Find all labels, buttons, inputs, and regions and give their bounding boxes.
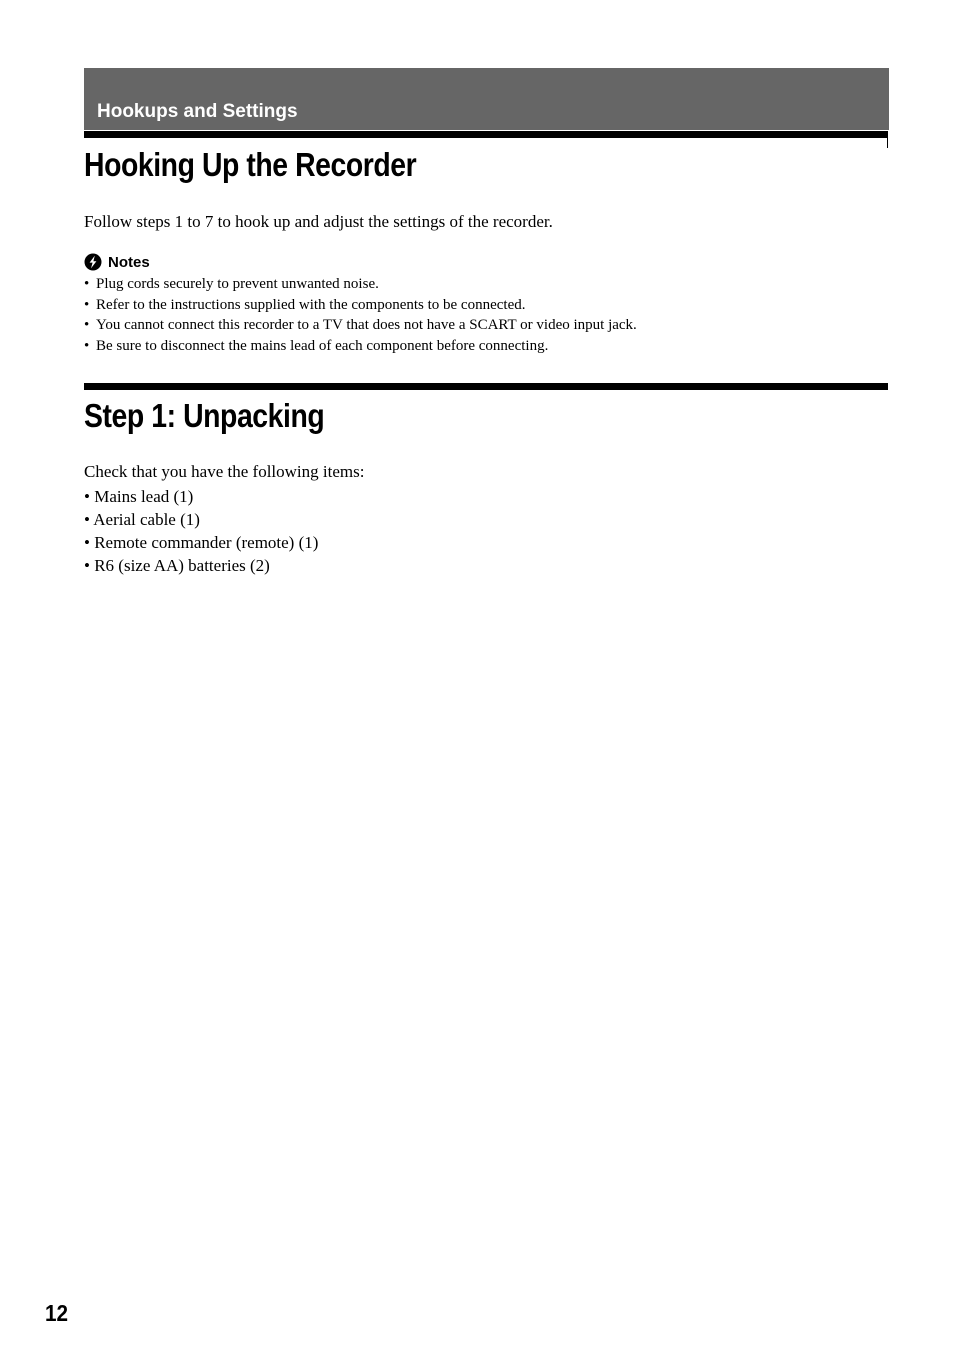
bullet: •: [84, 338, 90, 355]
notes-label: Notes: [108, 253, 150, 271]
note-item: [84, 336, 637, 357]
note-text: Plug cords securely to prevent unwanted noise.: [96, 276, 379, 292]
list-item: • Mains lead (1): [84, 487, 194, 506]
section-header-title: Hookups and Settings: [97, 101, 298, 122]
items-list: [84, 485, 318, 577]
note-item: [84, 315, 637, 336]
note-text: Be sure to disconnect the mains lead of each component before connecting.: [96, 338, 549, 355]
page-title-unpacking: Step 1: Unpacking: [84, 397, 325, 434]
page-number: 12: [45, 1300, 69, 1326]
header-rule-tick: [887, 131, 888, 148]
note-text: You cannot connect this recorder to a TV that does not have a SCART or video input jack.: [96, 317, 637, 334]
list-item: • R6 (size AA) batteries (2): [84, 556, 270, 575]
notes-list: [84, 274, 637, 357]
section-header-band: [84, 68, 889, 130]
note-item: [84, 295, 637, 316]
items-intro: Check that you have the following items:: [84, 462, 365, 481]
bullet: •: [84, 317, 90, 334]
note-item: [84, 274, 637, 295]
bullet: •: [84, 276, 90, 292]
notes-heading: [84, 253, 150, 271]
list-item: • Aerial cable (1): [84, 510, 200, 529]
list-item: • Remote commander (remote) (1): [84, 533, 319, 552]
bullet: •: [84, 296, 90, 313]
intro-paragraph: Follow steps 1 to 7 to hook up and adjust the settings of the recorder.: [84, 212, 553, 231]
section-rule: [84, 383, 888, 390]
page-title-hooking-up: Hooking Up the Recorder: [84, 146, 417, 183]
notes-icon: [84, 253, 102, 271]
note-text: Refer to the instructions supplied with the components to be connected.: [96, 296, 526, 313]
header-rule: [84, 131, 888, 138]
